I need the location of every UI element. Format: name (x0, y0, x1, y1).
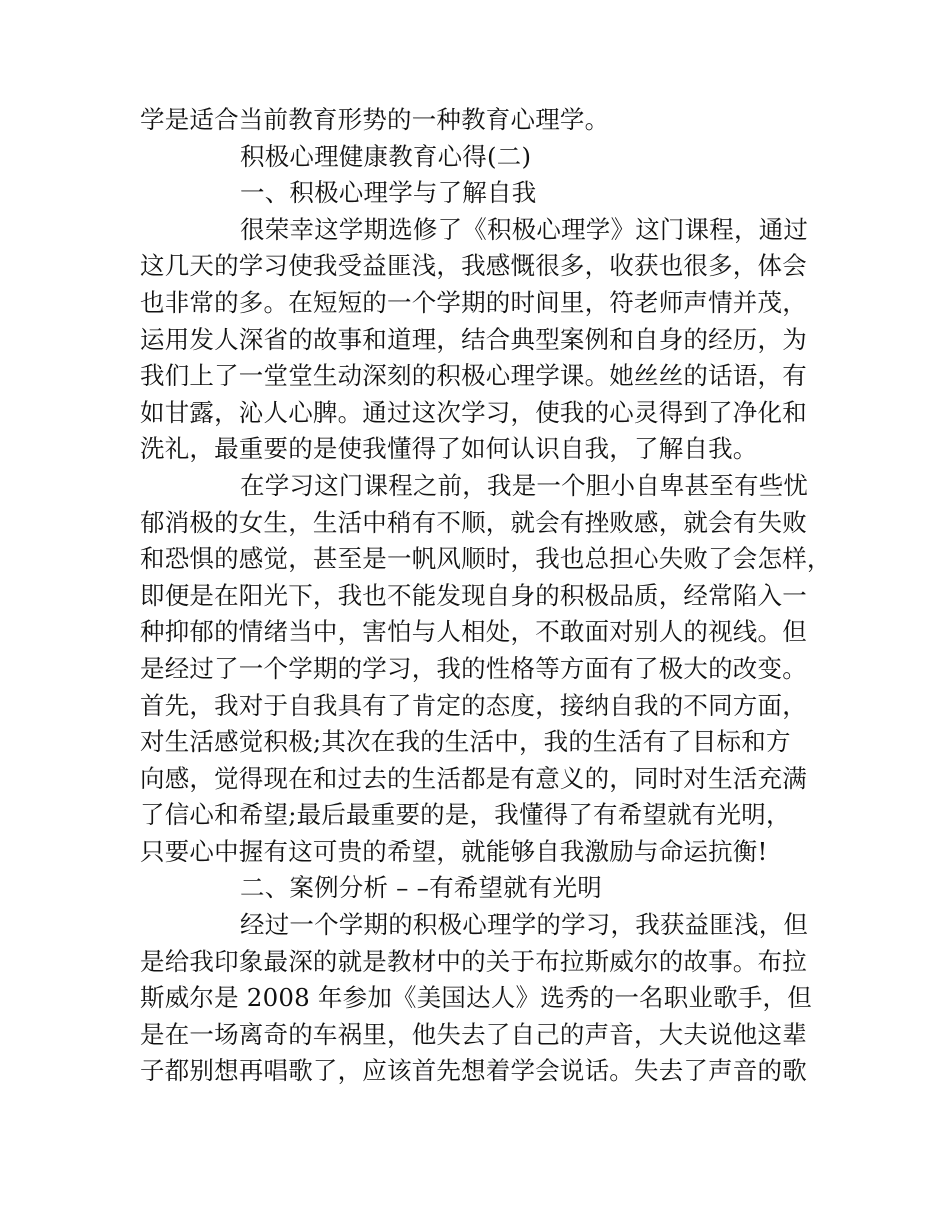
text-line: 运用发人深省的故事和道理，结合典型案例和自身的经历，为 (140, 324, 807, 354)
text-line: 积极心理健康教育心得(二) (240, 141, 532, 171)
document-page (140, 102, 830, 1090)
text-line: 洗礼，最重要的是使我懂得了如何认识自我，了解自我。 (140, 434, 758, 464)
text-line: 是给我印象最深的就是教材中的关于布拉斯威尔的故事。布拉 (140, 946, 807, 976)
text-line: 二、案例分析 – –有希望就有光明 (240, 873, 602, 903)
text-line: 是在一场离奇的车祸里，他失去了自己的声音，大夫说他这辈 (140, 1019, 807, 1049)
text-line: 如甘露，沁人心脾。通过这次学习，使我的心灵得到了净化和 (140, 397, 807, 427)
text-line: 这几天的学习使我受益匪浅，我感慨很多，收获也很多，体会 (140, 251, 807, 281)
text-line: 很荣幸这学期选修了《积极心理学》这门课程，通过 (240, 214, 809, 244)
text-line: 了信心和希望;最后最重要的是，我懂得了有希望就有光明， (140, 800, 791, 830)
text-line: 我们上了一堂堂生动深刻的积极心理学课。她丝丝的话语，有 (140, 361, 807, 391)
text-line: 经过一个学期的积极心理学的学习，我获益匪浅，但 (240, 910, 809, 940)
text-line: 郁消极的女生，生活中稍有不顺，就会有挫败感，就会有失败 (140, 507, 807, 537)
text-line: 学是适合当前教育形势的一种教育心理学。 (140, 105, 610, 134)
text-line: 在学习这门课程之前，我是一个胆小自卑甚至有些忧 (240, 470, 809, 500)
text-line: 子都别想再唱歌了，应该首先想着学会说话。失去了声音的歌 (140, 1056, 807, 1086)
text-line: 也非常的多。在短短的一个学期的时间里，符老师声情并茂， (140, 287, 807, 317)
text-line: 首先，我对于自我具有了肯定的态度，接纳自我的不同方面， (140, 690, 807, 720)
text-line: 对生活感觉积极;其次在我的生活中，我的生活有了目标和方 (140, 727, 791, 757)
text-line: 和恐惧的感觉，甚至是一帆风顺时，我也总担心失败了会怎样， (140, 544, 832, 574)
text-line: 斯威尔是 2008 年参加《美国达人》选秀的一名职业歌手，但 (140, 983, 812, 1013)
text-line: 只要心中握有这可贵的希望，就能够自我激励与命运抗衡! (140, 836, 768, 866)
text-line: 向感，觉得现在和过去的生活都是有意义的，同时对生活充满 (140, 763, 807, 793)
text-line: 一、积极心理学与了解自我 (240, 178, 537, 208)
text-line: 是经过了一个学期的学习，我的性格等方面有了极大的改变。 (140, 653, 807, 683)
text-line: 种抑郁的情绪当中，害怕与人相处，不敢面对别人的视线。但 (140, 617, 807, 647)
text-line: 即便是在阳光下，我也不能发现自身的积极品质，经常陷入一 (140, 580, 807, 610)
